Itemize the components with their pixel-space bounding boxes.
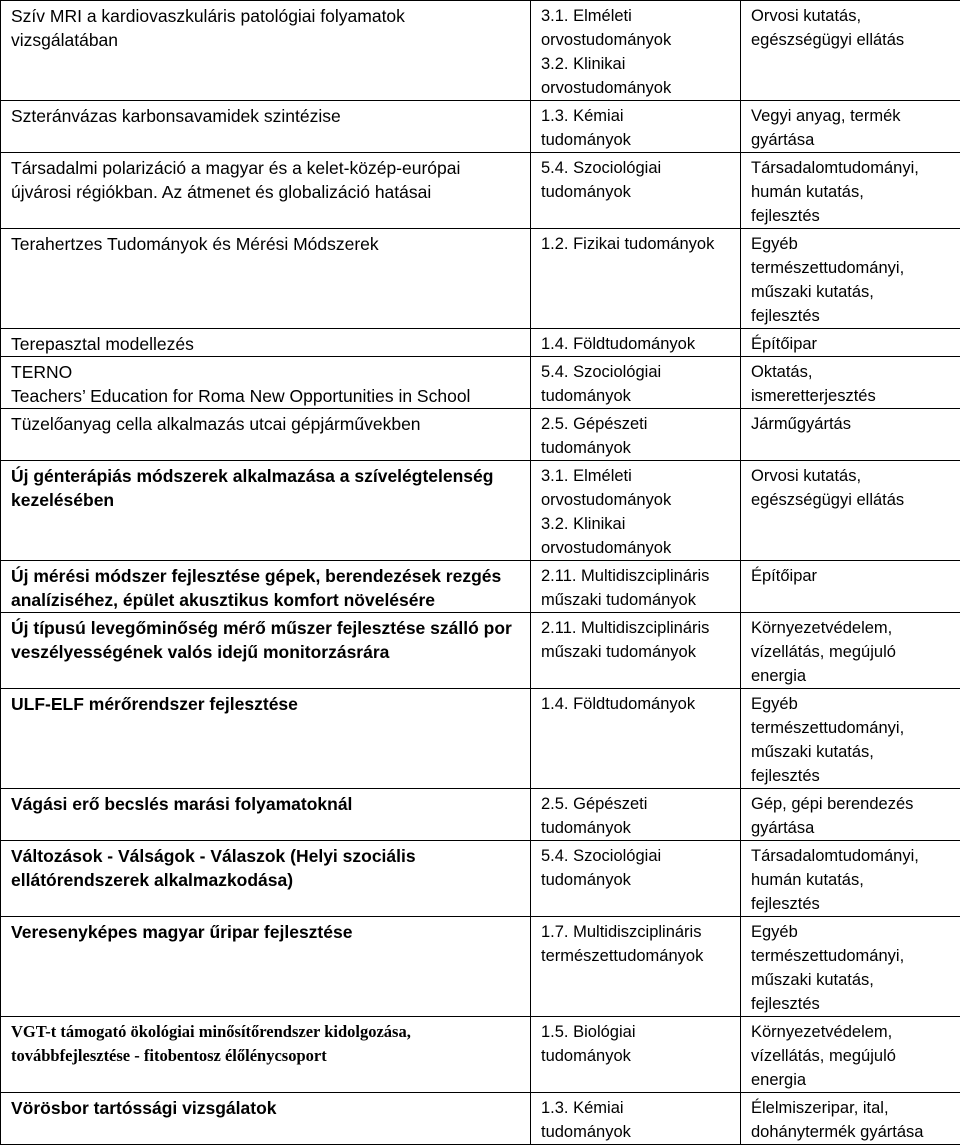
cell-line: Járműgyártás [751, 412, 950, 436]
cell-line: természettudományi, [751, 716, 950, 740]
cell-line: tudományok [541, 816, 730, 840]
cell-line: Gép, gépi berendezés [751, 792, 950, 816]
industry-sector-cell [741, 789, 960, 841]
scientific-field-cell [531, 101, 741, 153]
cell-line: Egyéb [751, 692, 950, 716]
cell-line: Új mérési módszer fejlesztése gépek, berendezések rezgés [11, 564, 520, 588]
cell-line: tudományok [541, 1044, 730, 1068]
table-row [1, 329, 960, 357]
cell-line: humán kutatás, [751, 180, 950, 204]
industry-sector-cell [741, 229, 960, 329]
project-title-cell [1, 561, 531, 613]
cell-line: 5.4. Szociológiai [541, 844, 730, 868]
table-body [1, 1, 960, 1145]
cell-line: 2.5. Gépészeti [541, 792, 730, 816]
cell-line: 2.11. Multidiszciplináris [541, 616, 730, 640]
cell-line: egészségügyi ellátás [751, 488, 950, 512]
cell-line: Terepasztal modellezés [11, 332, 520, 356]
project-title-cell [1, 329, 531, 357]
table-row [1, 561, 960, 613]
cell-line: gyártása [751, 816, 950, 840]
cell-line: újvárosi régiókban. Az átmenet és globalizáció hatásai [11, 180, 520, 204]
scientific-field-cell [531, 841, 741, 917]
table-row [1, 461, 960, 561]
cell-line: tudományok [541, 868, 730, 892]
cell-line: dohánytermék gyártása [751, 1120, 950, 1144]
cell-line: Egyéb [751, 232, 950, 256]
cell-line: 5.4. Szociológiai [541, 360, 730, 384]
scientific-field-cell [531, 229, 741, 329]
industry-sector-cell [741, 1017, 960, 1093]
cell-line: 1.4. Földtudományok [541, 332, 730, 356]
cell-line: természettudományi, [751, 256, 950, 280]
cell-line: műszaki tudományok [541, 640, 730, 664]
cell-line: 1.3. Kémiai [541, 1096, 730, 1120]
cell-line: Vágási erő becslés marási folyamatoknál [11, 792, 520, 816]
scientific-field-cell [531, 1017, 741, 1093]
cell-line: Szív MRI a kardiovaszkuláris patológiai folyamatok [11, 4, 520, 28]
cell-line: Orvosi kutatás, [751, 4, 950, 28]
scientific-field-cell [531, 789, 741, 841]
table-row [1, 153, 960, 229]
scientific-field-cell [531, 329, 741, 357]
table-row [1, 1017, 960, 1093]
industry-sector-cell [741, 1093, 960, 1145]
cell-line: gyártása [751, 128, 950, 152]
cell-line: Szteránvázas karbonsavamidek szintézise [11, 104, 520, 128]
cell-line: Teachers’ Education for Roma New Opportunities in School [11, 384, 520, 408]
industry-sector-cell [741, 561, 960, 613]
cell-line: 3.2. Klinikai [541, 512, 730, 536]
cell-line: vízellátás, megújuló [751, 1044, 950, 1068]
cell-line: Környezetvédelem, [751, 1020, 950, 1044]
cell-line: humán kutatás, [751, 868, 950, 892]
cell-line: VGT-t támogató ökológiai minősítőrendszer kidolgozása, [11, 1020, 520, 1044]
cell-line: 1.4. Földtudományok [541, 692, 730, 716]
cell-line: TERNO [11, 360, 520, 384]
cell-line: továbbfejlesztése - fitobentosz élőlénycsoport [11, 1044, 520, 1068]
cell-line: tudományok [541, 180, 730, 204]
scientific-field-cell [531, 689, 741, 789]
cell-line: természettudományi, [751, 944, 950, 968]
cell-line: Vörösbor tartóssági vizsgálatok [11, 1096, 520, 1120]
table-row [1, 409, 960, 461]
cell-line: 2.5. Gépészeti [541, 412, 730, 436]
cell-line: 3.1. Elméleti [541, 464, 730, 488]
cell-line: vízellátás, megújuló [751, 640, 950, 664]
scientific-field-cell [531, 153, 741, 229]
cell-line: Környezetvédelem, [751, 616, 950, 640]
cell-line: analíziséhez, épület akusztikus komfort növelésére [11, 588, 520, 612]
cell-line: Veresenyképes magyar űripar fejlesztése [11, 920, 520, 944]
scientific-field-cell [531, 917, 741, 1017]
cell-line: fejlesztés [751, 892, 950, 916]
project-title-cell [1, 917, 531, 1017]
project-title-cell [1, 153, 531, 229]
project-title-cell [1, 1017, 531, 1093]
cell-line: fejlesztés [751, 204, 950, 228]
industry-sector-cell [741, 153, 960, 229]
table-row [1, 1, 960, 101]
cell-line: Terahertzes Tudományok és Mérési Módszerek [11, 232, 520, 256]
cell-line: 2.11. Multidiszciplináris [541, 564, 730, 588]
cell-line: tudományok [541, 128, 730, 152]
cell-line: ellátórendszerek alkalmazkodása) [11, 868, 520, 892]
cell-line: Egyéb [751, 920, 950, 944]
project-title-cell [1, 101, 531, 153]
cell-line: veszélyességének valós idejű monitorzásrára [11, 640, 520, 664]
project-title-cell [1, 409, 531, 461]
cell-line: vizsgálatában [11, 28, 520, 52]
table-row [1, 229, 960, 329]
table-row [1, 101, 960, 153]
cell-line: energia [751, 664, 950, 688]
scientific-field-cell [531, 409, 741, 461]
industry-sector-cell [741, 1, 960, 101]
cell-line: tudományok [541, 1120, 730, 1144]
cell-line: 1.2. Fizikai tudományok [541, 232, 730, 256]
scientific-field-cell [531, 1, 741, 101]
project-title-cell [1, 689, 531, 789]
scientific-field-cell [531, 561, 741, 613]
cell-line: tudományok [541, 436, 730, 460]
industry-sector-cell [741, 841, 960, 917]
project-title-cell [1, 841, 531, 917]
cell-line: 3.1. Elméleti [541, 4, 730, 28]
cell-line: orvostudományok [541, 28, 730, 52]
table-row [1, 357, 960, 409]
cell-line: 1.7. Multidiszciplináris [541, 920, 730, 944]
cell-line: Társadalomtudományi, [751, 844, 950, 868]
cell-line: 3.2. Klinikai [541, 52, 730, 76]
cell-line: kezelésében [11, 488, 520, 512]
cell-line: Új génterápiás módszerek alkalmazása a szívelégtelenség [11, 464, 520, 488]
scientific-field-cell [531, 1093, 741, 1145]
cell-line: műszaki kutatás, [751, 280, 950, 304]
cell-line: Változások - Válságok - Válaszok (Helyi szociális [11, 844, 520, 868]
cell-line: műszaki tudományok [541, 588, 730, 612]
project-title-cell [1, 357, 531, 409]
cell-line: 1.5. Biológiai [541, 1020, 730, 1044]
cell-line: 5.4. Szociológiai [541, 156, 730, 180]
cell-line: természettudományok [541, 944, 730, 968]
cell-line: orvostudományok [541, 488, 730, 512]
table-row [1, 613, 960, 689]
project-title-cell [1, 1, 531, 101]
cell-line: egészségügyi ellátás [751, 28, 950, 52]
industry-sector-cell [741, 357, 960, 409]
project-title-cell [1, 613, 531, 689]
cell-line: orvostudományok [541, 536, 730, 560]
project-title-cell [1, 789, 531, 841]
cell-line: fejlesztés [751, 764, 950, 788]
industry-sector-cell [741, 917, 960, 1017]
project-title-cell [1, 229, 531, 329]
industry-sector-cell [741, 689, 960, 789]
cell-line: műszaki kutatás, [751, 968, 950, 992]
cell-line: Új típusú levegőminőség mérő műszer fejlesztése szálló por [11, 616, 520, 640]
industry-sector-cell [741, 461, 960, 561]
industry-sector-cell [741, 329, 960, 357]
cell-line: műszaki kutatás, [751, 740, 950, 764]
cell-line: tudományok [541, 384, 730, 408]
cell-line: Oktatás, [751, 360, 950, 384]
table-row [1, 1093, 960, 1145]
table-row [1, 917, 960, 1017]
scientific-field-cell [531, 613, 741, 689]
cell-line: 1.3. Kémiai [541, 104, 730, 128]
table-row [1, 841, 960, 917]
cell-line: Társadalomtudományi, [751, 156, 950, 180]
scientific-field-cell [531, 461, 741, 561]
cell-line: Építőipar [751, 564, 950, 588]
cell-line: fejlesztés [751, 304, 950, 328]
industry-sector-cell [741, 613, 960, 689]
cell-line: ULF-ELF mérőrendszer fejlesztése [11, 692, 520, 716]
project-title-cell [1, 1093, 531, 1145]
cell-line: Vegyi anyag, termék [751, 104, 950, 128]
cell-line: Orvosi kutatás, [751, 464, 950, 488]
industry-sector-cell [741, 409, 960, 461]
cell-line: energia [751, 1068, 950, 1092]
cell-line: orvostudományok [541, 76, 730, 100]
cell-line: Társadalmi polarizáció a magyar és a kelet-közép-európai [11, 156, 520, 180]
table-row [1, 789, 960, 841]
industry-sector-cell [741, 101, 960, 153]
table-row [1, 689, 960, 789]
cell-line: Építőipar [751, 332, 950, 356]
project-title-cell [1, 461, 531, 561]
cell-line: fejlesztés [751, 992, 950, 1016]
cell-line: Tüzelőanyag cella alkalmazás utcai gépjárművekben [11, 412, 520, 436]
cell-line: Élelmiszeripar, ital, [751, 1096, 950, 1120]
cell-line: ismeretterjesztés [751, 384, 950, 408]
scientific-field-cell [531, 357, 741, 409]
